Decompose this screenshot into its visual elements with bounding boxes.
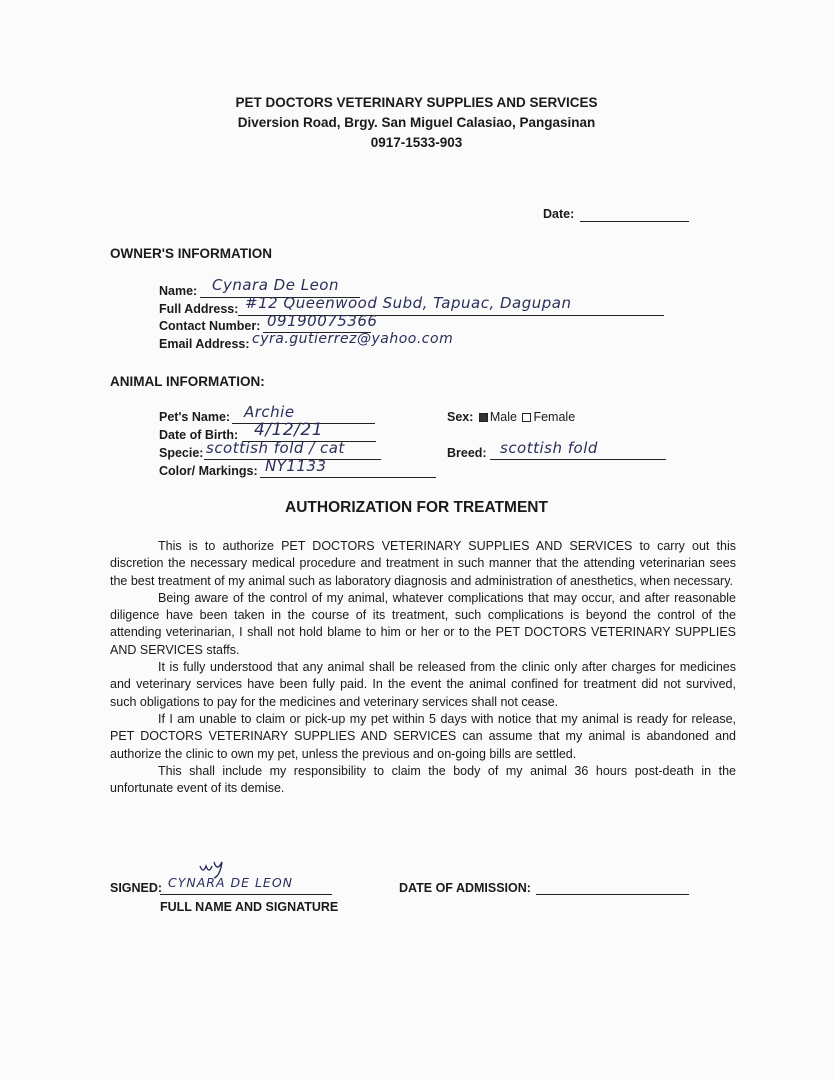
owner-contact-label: Contact Number: xyxy=(159,319,261,333)
signed-line xyxy=(160,894,332,895)
breed-label: Breed: xyxy=(447,446,487,460)
paragraph-4: If I am unable to claim or pick-up my pet within 5 days with notice that my animal is ready for release, PET DOCTORS VETERINARY SUPPLIES AND SERVICES can assume that my animal is abandoned and authorize the clinic to own my pet, unless the previous and on-going bills are settled. xyxy=(110,711,736,761)
paragraph-5: This shall include my responsibility to claim the body of my animal 36 hours post-death in the unfortunate event of its demise. xyxy=(110,763,736,796)
paragraph-1: This is to authorize PET DOCTORS VETERINARY SUPPLIES AND SERVICES to carry out this discretion the necessary medical procedure and treatment in such manner that the attending veterinarian sees the best treatment of my animal such as laboratory diagnosis and administration of anesthetics, when necessary. xyxy=(110,539,736,588)
signed-value: CYNARA DE LEON xyxy=(168,875,294,890)
male-checkbox[interactable] xyxy=(479,413,488,422)
owner-address-label: Full Address: xyxy=(159,302,239,316)
authorization-text xyxy=(110,538,736,797)
female-option-label: Female xyxy=(533,410,576,424)
color-line xyxy=(260,477,436,478)
female-checkbox[interactable] xyxy=(522,413,531,422)
date-line xyxy=(580,221,689,222)
clinic-phone: 0917-1533-903 xyxy=(370,135,463,150)
owner-contact-value: 09190075366 xyxy=(267,312,378,330)
breed-value: scottish fold xyxy=(500,439,598,457)
admission-date-label: DATE OF ADMISSION: xyxy=(399,881,531,895)
dob-value: 4/12/21 xyxy=(254,420,324,440)
owner-email-label: Email Address: xyxy=(159,337,250,351)
breed-line xyxy=(490,459,666,460)
clinic-address: Diversion Road, Brgy. San Miguel Calasiao, Pangasinan xyxy=(237,115,596,130)
authorization-title: AUTHORIZATION FOR TREATMENT xyxy=(285,499,548,516)
signed-label: SIGNED: xyxy=(110,881,163,895)
owner-section-title: OWNER'S INFORMATION xyxy=(110,246,272,261)
pet-name-label: Pet's Name: xyxy=(159,410,231,424)
specie-value: scottish fold / cat xyxy=(206,439,345,457)
date-label: Date: xyxy=(543,207,575,221)
clinic-name: PET DOCTORS VETERINARY SUPPLIES AND SERVICES xyxy=(235,95,598,110)
sex-label: Sex: xyxy=(447,410,474,424)
pet-name-value: Archie xyxy=(244,403,295,421)
color-value: NY1133 xyxy=(265,457,327,475)
paragraph-3: It is fully understood that any animal shall be released from the clinic only after charges for medicines and veterinary services have been fully paid. In the event the animal confined for treatment did not survived, such obligations to pay for the medicines and veterinary services shall not cease. xyxy=(110,660,736,709)
admission-date-line xyxy=(536,894,689,895)
color-label: Color/ Markings: xyxy=(159,464,258,478)
male-option-label: Male xyxy=(489,410,517,424)
owner-email-value: cyra.gutierrez@yahoo.com xyxy=(252,331,454,347)
owner-address-value: #12 Queenwood Subd, Tapuac, Dagupan xyxy=(245,294,572,312)
owner-name-value: Cynara De Leon xyxy=(212,276,339,294)
specie-label: Specie: xyxy=(159,446,204,460)
owner-name-label: Name: xyxy=(159,284,198,298)
dob-label: Date of Birth: xyxy=(159,428,239,442)
animal-section-title: ANIMAL INFORMATION: xyxy=(110,374,265,389)
paragraph-2: Being aware of the control of my animal, whatever complications that may occur, and after reasonable diligence have been taken in the course of its treatment, such complications is beyond the control of the attending veterinarian, I shall not hold blame to him or her or to the PET DOCTORS VETERINARY SUPPLIES AND SERVICES staffs. xyxy=(110,590,736,657)
signature-caption: FULL NAME AND SIGNATURE xyxy=(160,900,339,914)
sex-field xyxy=(447,410,575,424)
